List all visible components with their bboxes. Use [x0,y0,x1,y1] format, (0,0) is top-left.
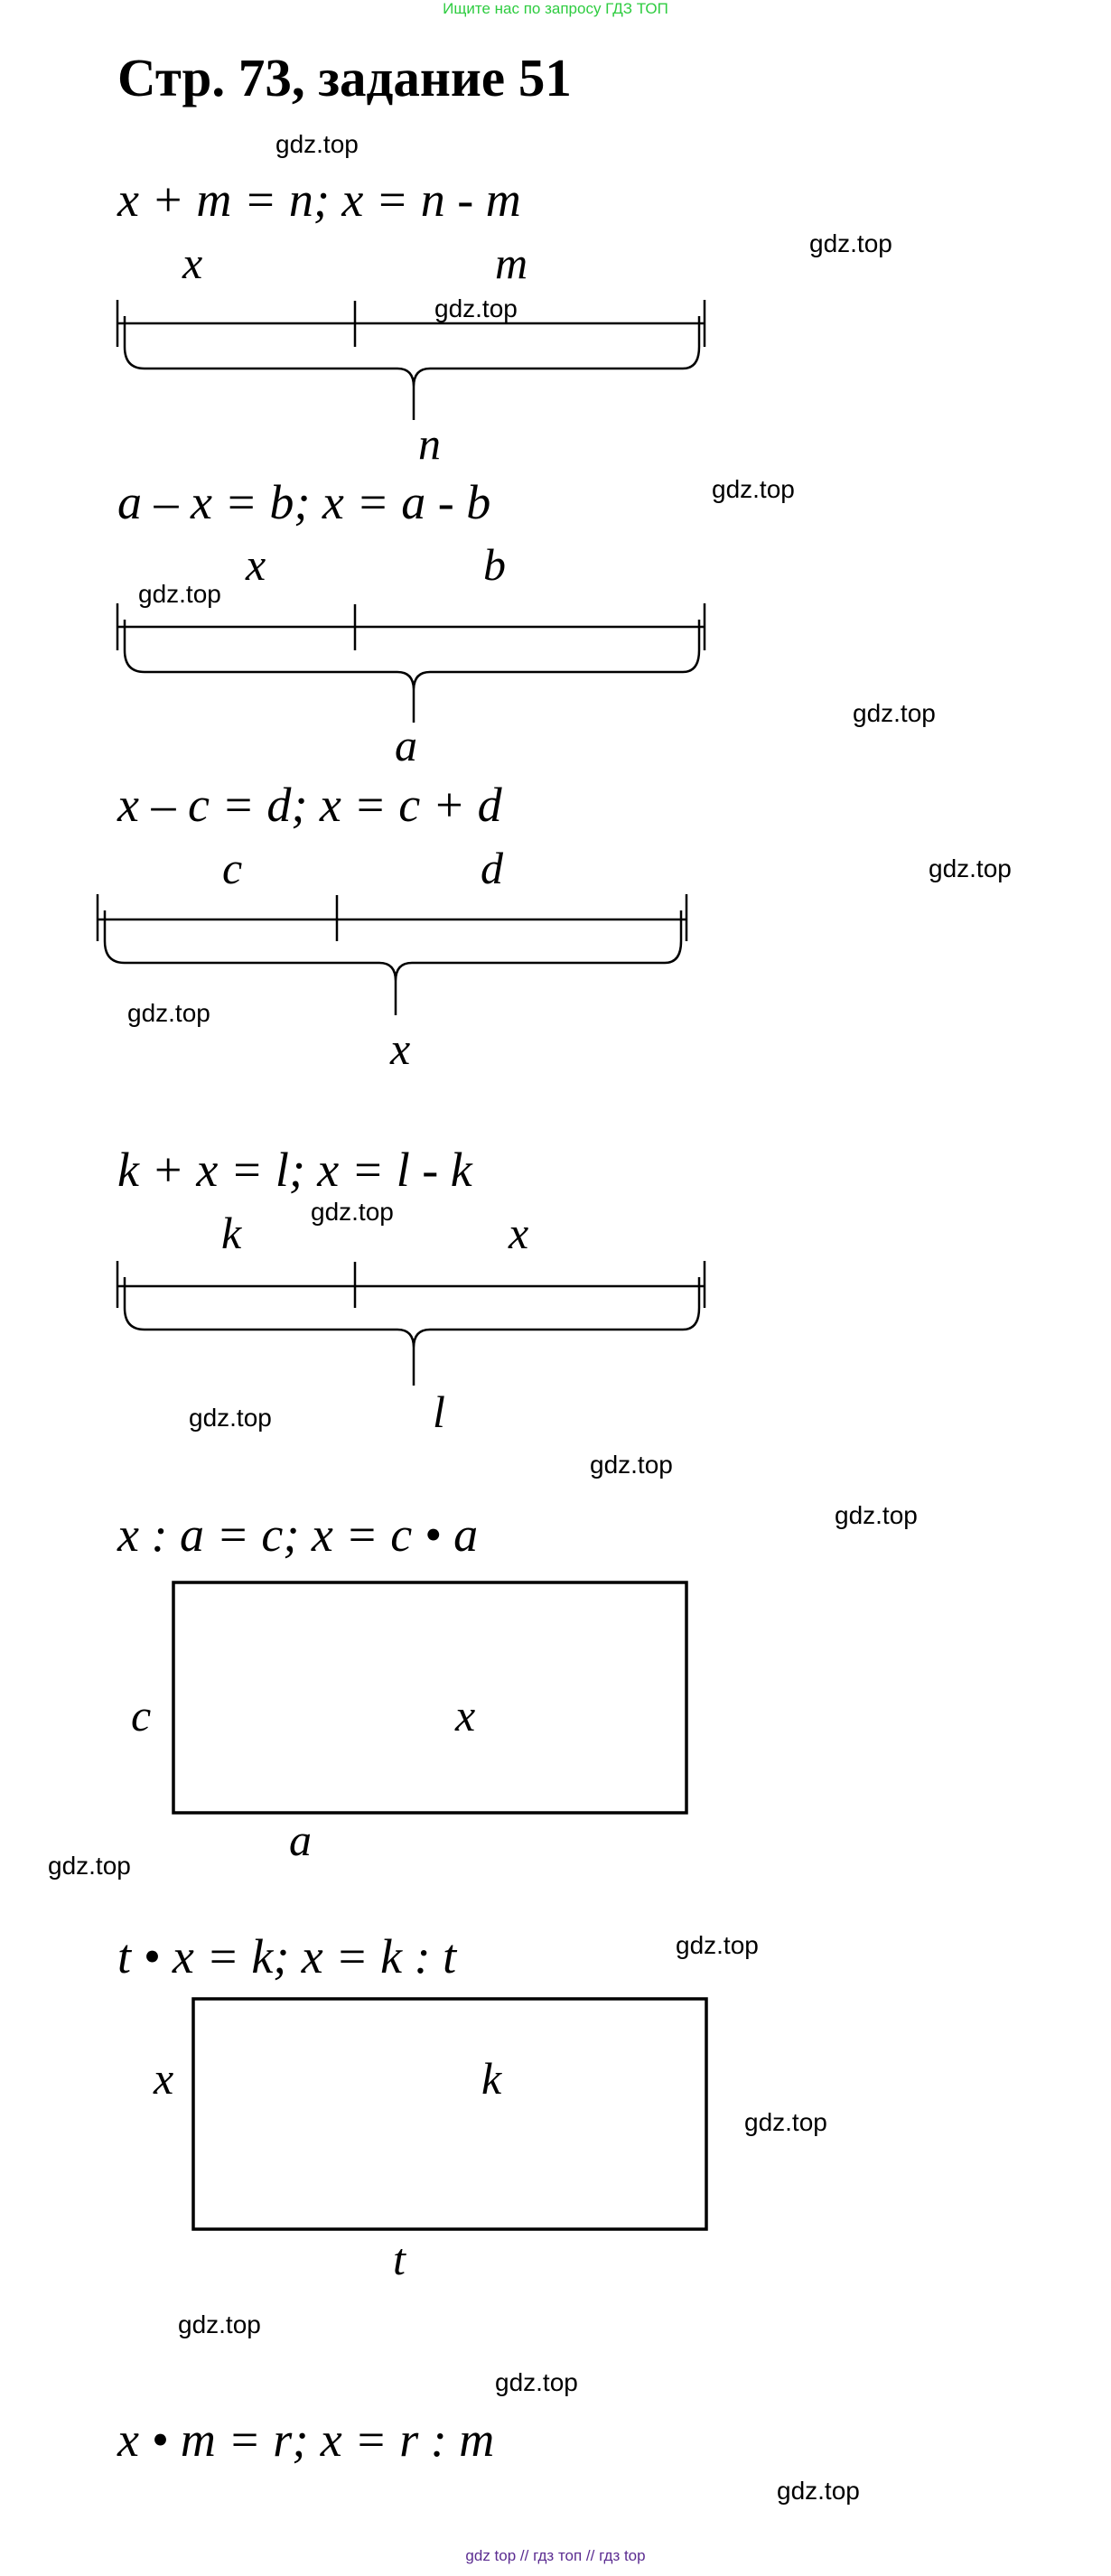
watermark: gdz.top [178,2310,261,2338]
watermark: gdz.top [676,1931,759,1959]
watermark: gdz.top [434,294,518,322]
page-title: Стр. 73, задание 51 [117,48,572,107]
watermark: gdz.top [835,1501,918,1529]
segment-3-left-label: c [222,843,243,893]
equation-7: x • m = r; x = r : m [117,2413,495,2467]
segment-diagram-3 [98,894,686,1015]
segment-4-left-label: k [221,1208,242,1258]
watermark: gdz.top [48,1852,131,1880]
watermark: gdz.top [809,229,892,257]
segment-2-left-label: x [246,539,266,590]
segment-1-right-label: m [495,238,528,288]
rectangle-1-bottom-label: a [289,1815,312,1865]
segment-3-right-label: d [481,843,503,893]
segment-diagram-2 [117,603,705,723]
watermark: gdz.top [189,1404,272,1432]
equation-3: x – c = d; x = c + d [117,778,502,832]
equation-1: x + m = n; x = n - m [117,173,521,227]
watermark: gdz.top [853,699,936,727]
segment-diagram-4 [117,1261,705,1386]
watermark: gdz.top [138,580,221,608]
rectangle-diagram-2 [193,1999,706,2229]
segment-2-total-label: a [395,720,417,770]
segment-diagram-1 [117,300,705,420]
equation-4: k + x = l; x = l - k [117,1143,472,1197]
watermark: gdz.top [777,2477,860,2505]
watermark: gdz.top [495,2368,578,2396]
segment-2-right-label: b [483,539,506,590]
segment-4-right-label: x [509,1208,529,1258]
equation-2: a – x = b; x = a - b [117,475,491,529]
rectangle-1-side-label: c [131,1690,152,1741]
rectangle-2-bottom-label: t [393,2234,406,2284]
watermark: gdz.top [275,130,359,158]
watermark: gdz.top [744,2108,827,2136]
search-banner: Ищите нас по запросу ГДЗ ТОП [443,0,668,17]
watermark: gdz.top [712,475,795,503]
segment-1-left-label: x [182,238,203,288]
footer-banner: gdz top // гдз топ // гдз top [465,2547,646,2564]
watermark: gdz.top [311,1198,394,1226]
equation-5: x : a = c; x = c • a [117,1507,479,1562]
watermark: gdz.top [590,1451,673,1479]
rectangle-1-inside-label: x [455,1690,476,1741]
equation-6: t • x = k; x = k : t [117,1929,457,1983]
rectangle-diagram-1 [173,1582,686,1813]
watermark: gdz.top [127,999,210,1027]
rectangle-2-side-label: x [154,2053,174,2104]
watermark: gdz.top [929,854,1012,882]
segment-4-total-label: l [433,1386,445,1437]
segment-1-total-label: n [418,418,441,469]
rectangle-2-inside-label: k [481,2053,502,2104]
segment-3-total-label: x [390,1023,411,1074]
